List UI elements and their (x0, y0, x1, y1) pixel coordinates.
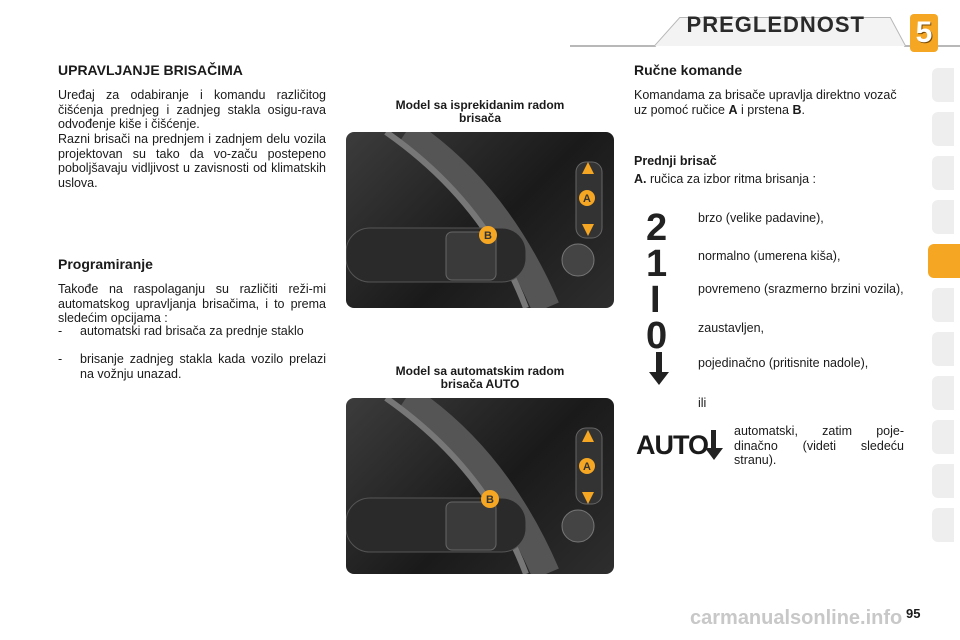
page-title: PREGLEDNOST (686, 12, 865, 37)
chapter-tabs (928, 68, 960, 578)
speed-1-icon (644, 244, 674, 278)
page-number: 95 (906, 606, 921, 621)
speed-2-icon (644, 208, 674, 242)
intro-text-2: i prstena (741, 102, 789, 117)
chapter-tab[interactable] (932, 112, 954, 146)
bullet-mark: - (58, 352, 63, 366)
wiper-stalk-photo-intermittent (346, 132, 614, 308)
off-text: zaustavljen, (698, 321, 765, 335)
svg-text:0: 0 (646, 316, 668, 350)
speed-1-text: normalno (umerena kiša), (698, 249, 841, 263)
chapter-tab[interactable] (932, 464, 954, 498)
bullet-item-2: brisanje zadnjeg stakla kada vozilo prelazi na vožnju unazad. (80, 352, 326, 381)
intro-end: . (801, 102, 805, 117)
or-text: ili (698, 396, 707, 410)
auto-arrow-down-icon (704, 430, 734, 464)
section-title: UPRAVLJANJE BRISAČIMA (58, 62, 243, 78)
lever-a-text: ručica za izbor ritma brisanja : (649, 172, 817, 186)
programming-text: Takođe na raspolaganju su različiti reži-mi automatskog upravljanja brisačima, i to prema sledećim opcijama : (58, 282, 326, 325)
manual-controls-heading: Ručne komande (634, 62, 743, 78)
chapter-tab[interactable] (932, 156, 954, 190)
intro-bold-b: B (792, 102, 802, 117)
programming-heading: Programiranje (58, 256, 153, 272)
speed-2-text: brzo (velike padavine), (698, 211, 824, 225)
label-a: A (583, 193, 591, 205)
header-band (560, 0, 960, 58)
chapter-tab[interactable] (932, 508, 954, 542)
intro-text-1: Komandama za brisače upravlja direktno vozač uz pomoć ručice (634, 88, 897, 117)
label-b: B (486, 494, 494, 506)
chapter-tab-active[interactable] (928, 244, 960, 278)
watermark: carmanualsonline.info (690, 607, 903, 629)
intro-paragraph-1: Uređaj za odabiranje i komandu različitog čišćenja prednjeg i zadnjeg stakla osigu-rava odvođenje kiše i čišćenje. (58, 88, 326, 131)
auto-icon: AUTO (636, 430, 709, 460)
chapter-tab[interactable] (932, 200, 954, 234)
caption-intermittent: Model sa isprekidanim radom brisača (395, 98, 565, 125)
single-wipe-text: pojedinačno (pritisnite nadole), (698, 356, 869, 370)
caption-auto: Model sa automatskim radom brisača AUTO (395, 364, 565, 391)
lever-a-line (634, 172, 816, 187)
svg-text:2: 2 (646, 208, 668, 242)
auto-text: automatski, zatim poje-dinačno (videti sledeću stranu). (734, 424, 904, 467)
chapter-tab[interactable] (932, 332, 954, 366)
intro-paragraph-2: Razni brisači na prednjem i zadnjem delu vozila projektovan su tako da vo-začu postepeno poboljšavaju vidljivost u zavisnosti od klimatskih uslova. (58, 132, 326, 190)
intermittent-text: povremeno (srazmerno brzini vozila), (698, 282, 904, 296)
label-a: A (583, 461, 591, 473)
arrow-down-icon (648, 352, 678, 386)
intro-bold-a: A (728, 102, 738, 117)
intermittent-icon (644, 280, 674, 314)
svg-text:I: I (650, 280, 661, 314)
front-wiper-heading: Prednji brisač (634, 154, 717, 168)
chapter-tab[interactable] (932, 376, 954, 410)
off-icon (644, 316, 674, 350)
wiper-stalk-photo-auto (346, 398, 614, 574)
manual-controls-intro (634, 88, 910, 117)
chapter-number-badge: 5 (910, 14, 938, 52)
lever-a-label: A. (634, 172, 647, 186)
chapter-tab[interactable] (932, 68, 954, 102)
svg-text:1: 1 (646, 244, 668, 278)
bullet-item-1: automatski rad brisača za prednje staklo (80, 324, 304, 338)
chapter-tab[interactable] (932, 420, 954, 454)
chapter-tab[interactable] (932, 288, 954, 322)
label-b: B (484, 230, 492, 242)
bullet-mark: - (58, 324, 63, 338)
